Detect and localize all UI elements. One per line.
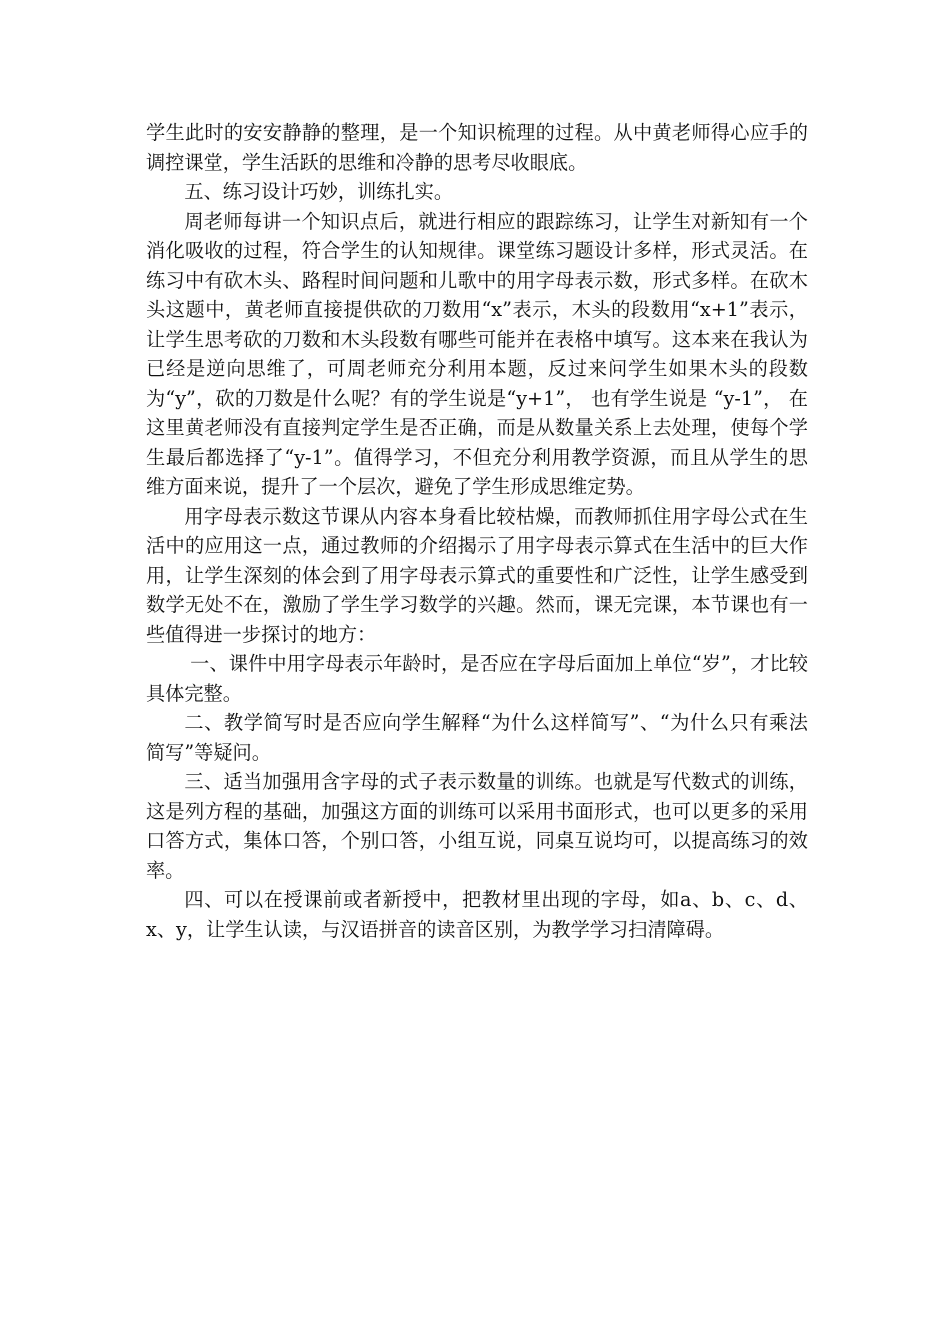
paragraph-point-two: 二、教学简写时是否应向学生解释“为什么这样简写”、“为什么只有乘法简写”等疑问。	[146, 711, 808, 764]
paragraph-point-three: 三、适当加强用含字母的式子表示数量的训练。也就是写代数式的训练，这是列方程的基础，加强这方面的训练可以采用书面形式，也可以更多的采用口答方式，集体口答，个别口答，小组互说，同桌互说均可，以提高练习的效率。	[146, 770, 808, 882]
paragraph-summary: 用字母表示数这节课从内容本身看比较枯燥，而教师抓住用字母公式在生活中的应用这一点，通过教师的介绍揭示了用字母表示算式在生活中的巨大作用，让学生深刻的体会到了用字母表示算式的重要性和广泛性，让学生感受到数学无处不在，激励了学生学习数学的兴趣。然而，课无完课，本节课也有一些值得进一步探讨的地方：	[146, 504, 808, 646]
paragraph-point-four: 四、可以在授课前或者新授中，把教材里出现的字母，如a、b、c、d、x、y，让学生认读，与汉语拼音的读音区别，为教学学习扫清障碍。	[146, 888, 808, 941]
paragraph-continued: 学生此时的安安静静的整理，是一个知识梳理的过程。从中黄老师得心应手的调控课堂，学生活跃的思维和冷静的思考尽收眼底。	[146, 121, 808, 174]
document-body	[146, 118, 808, 944]
paragraph-practice: 周老师每讲一个知识点后，就进行相应的跟踪练习，让学生对新知有一个消化吸收的过程，符合学生的认知规律。课堂练习题设计多样，形式灵活。在练习中有砍木头、路程时间问题和儿歌中的用字母表示数，形式多样。在砍木头这题中，黄老师直接提供砍的刀数用“x”表示，木头的段数用“x+1”表示，让学生思考砍的刀数和木头段数有哪些可能并在表格中填写。这本来在我认为已经是逆向思维了，可周老师充分利用本题，反过来问学生如果木头的段数为“y”，砍的刀数是什么呢？有的学生说是“y+1”， 也有学生说是 “y-1”， 在这里黄老师没有直接判定学生是否正确，而是从数量关系上去处理，使每个学生最后都选择了“y-1”。值得学习，不但充分利用教学资源，而且从学生的思维方面来说，提升了一个层次，避免了学生形成思维定势。	[146, 209, 808, 498]
section-heading-five: 五、练习设计巧妙，训练扎实。	[184, 180, 454, 203]
paragraph-point-one: 一、课件中用字母表示年龄时，是否应在字母后面加上单位“岁”，才比较具体完整。	[146, 652, 808, 705]
